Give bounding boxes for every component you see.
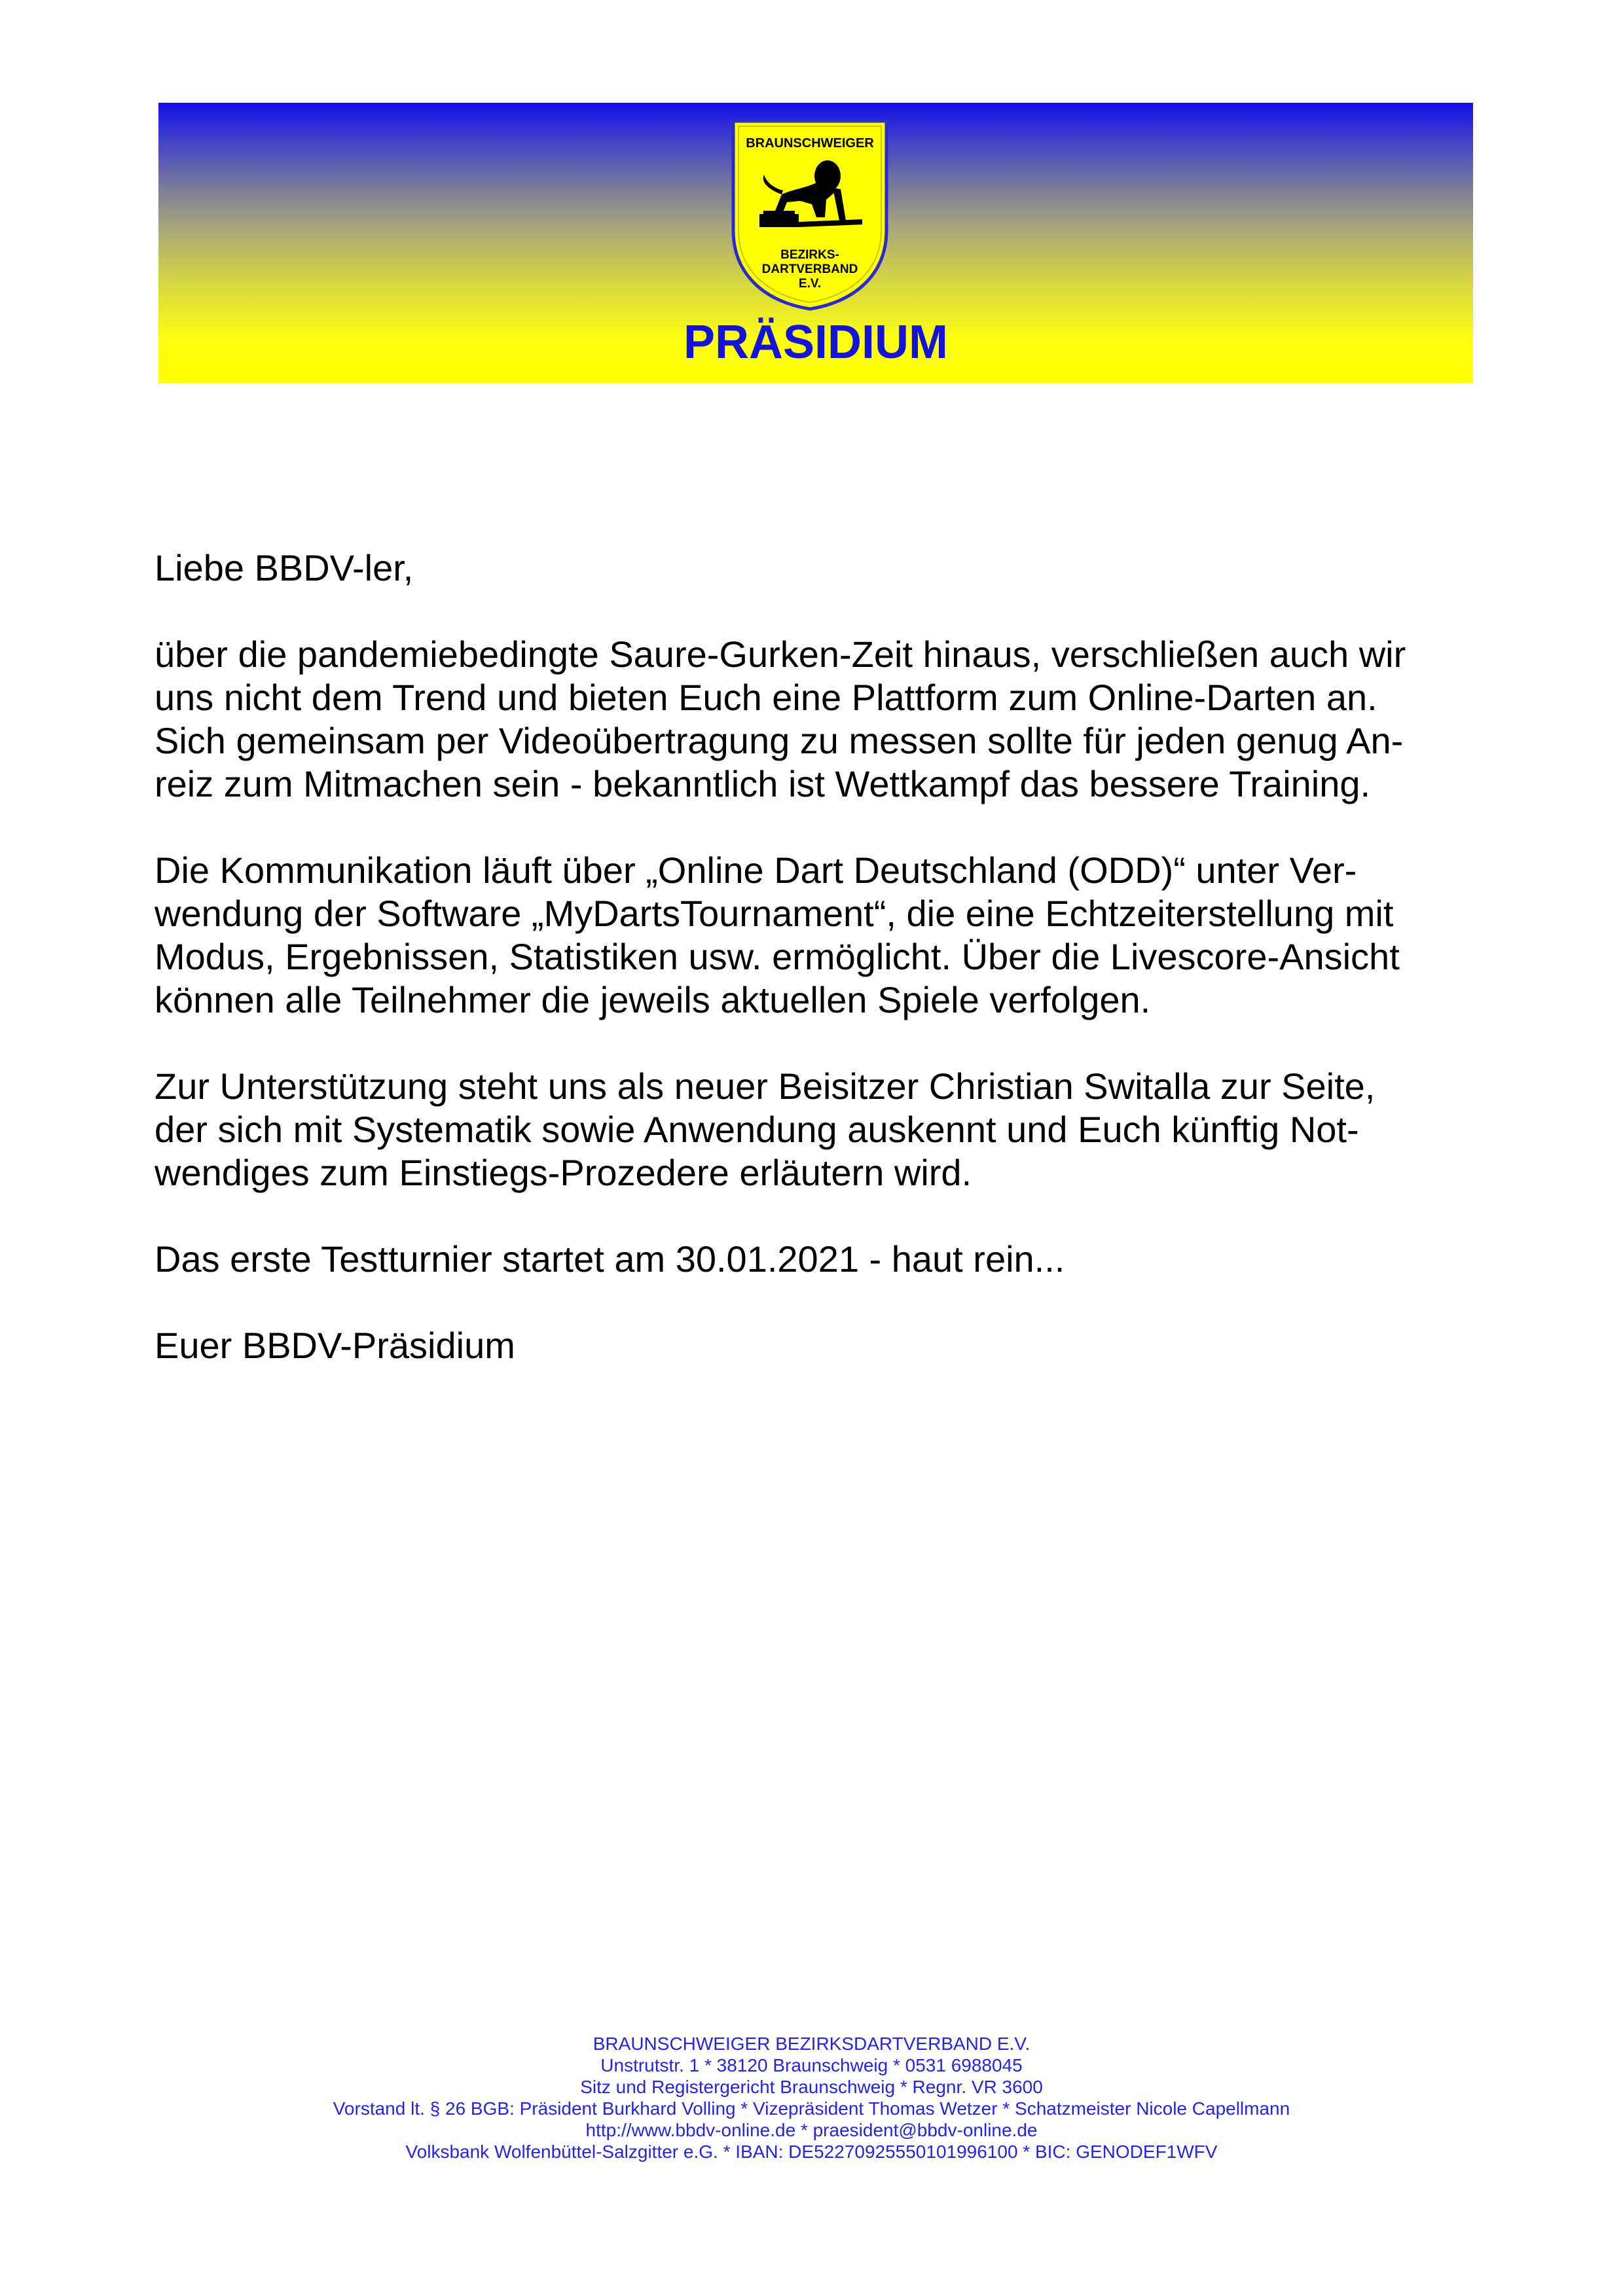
association-logo (728, 116, 892, 312)
paragraph-line: der sich mit Systematik sowie Anwendung auskennt und Euch künftig Not- (155, 1109, 1359, 1150)
page-title: PRÄSIDIUM (683, 316, 948, 368)
letter-body (155, 547, 1470, 1410)
footer-board: Vorstand lt. § 26 BGB: Präsident Burkhard Volling * Vizepräsident Thomas Wetzer * Schatzmeister Nicole Capellmann (333, 2098, 1290, 2119)
logo-bottom-line-2: DARTVERBAND (761, 262, 858, 276)
logo-bottom-line-1: BEZIRKS- (780, 248, 839, 262)
closing: Euer BBDV-Präsidium (155, 1325, 515, 1366)
paragraph-line: Die Kommunikation läuft über „Online Dart Deutschland (ODD)“ unter Ver- (155, 850, 1357, 891)
footer (0, 2033, 1623, 2162)
logo-top-text: BRAUNSCHWEIGER (746, 136, 874, 151)
footer-web-contact: http://www.bbdv-online.de * praesident@bbdv-online.de (585, 2120, 1038, 2140)
paragraph-line: Das erste Testturnier startet am 30.01.2021 - haut rein... (155, 1238, 1065, 1280)
paragraph-line: wendiges zum Einstiegs-Prozedere erläutern wird. (155, 1152, 972, 1193)
paragraph-line: Zur Unterstützung steht uns als neuer Beisitzer Christian Switalla zur Seite, (155, 1066, 1376, 1107)
paragraph-2 (155, 849, 1470, 1022)
logo-bottom-line-3: E.V. (798, 277, 822, 291)
paragraph-line: können alle Teilnehmer die jeweils aktuellen Spiele verfolgen. (155, 979, 1151, 1020)
paragraph-line: Modus, Ergebnissen, Statistiken usw. ermöglicht. Über die Livescore-Ansicht (155, 936, 1400, 977)
footer-organization: BRAUNSCHWEIGER BEZIRKSDARTVERBAND E.V. (593, 2034, 1030, 2054)
logo-shield (728, 116, 892, 312)
header-banner (158, 103, 1473, 383)
paragraph-line: reiz zum Mitmachen sein - bekanntlich ist Wettkampf das bessere Training. (155, 763, 1371, 804)
footer-registry: Sitz und Registergericht Braunschweig * Regnr. VR 3600 (580, 2077, 1043, 2097)
paragraph-line: über die pandemiebedingte Saure-Gurken-Zeit hinaus, verschließen auch wir (155, 634, 1406, 675)
paragraph-1 (155, 633, 1470, 806)
footer-bank: Volksbank Wolfenbüttel-Salzgitter e.G. * IBAN: DE52270925550101996100 * BIC: GENODEF1WFV (405, 2142, 1218, 2162)
paragraph-line: wendung der Software „MyDartsTournament“, die eine Echtzeiterstellung mit (155, 893, 1394, 934)
salutation: Liebe BBDV-ler, (155, 547, 414, 588)
paragraph-line: uns nicht dem Trend und bieten Euch eine Plattform zum Online-Darten an. (155, 677, 1377, 718)
paragraph-4 (155, 1238, 1470, 1281)
paragraph-3 (155, 1065, 1470, 1194)
footer-address: Unstrutstr. 1 * 38120 Braunschweig * 0531 6988045 (600, 2055, 1023, 2075)
paragraph-line: Sich gemeinsam per Videoübertragung zu messen sollte für jeden genug An- (155, 720, 1404, 761)
